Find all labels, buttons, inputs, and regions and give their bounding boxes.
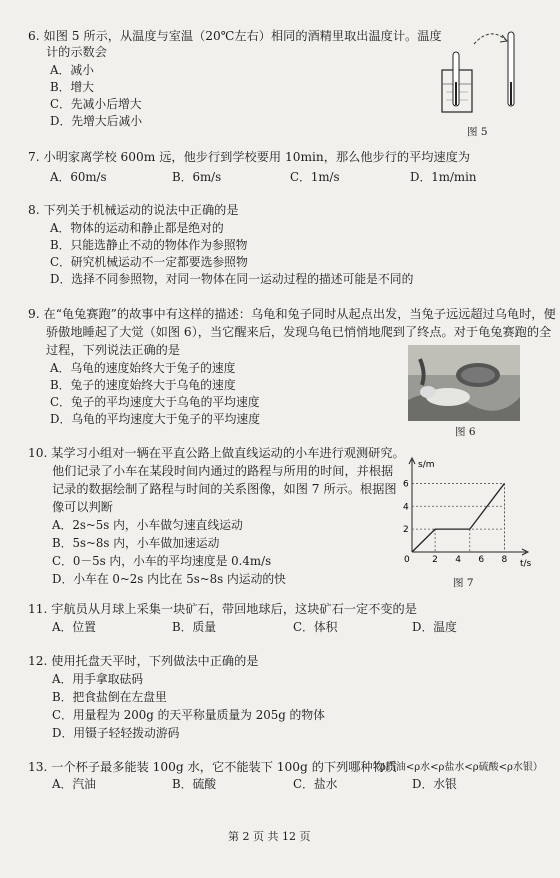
figure-5-caption: 图 5 (467, 126, 488, 138)
q7-option-d: D．1m/min (410, 170, 477, 184)
x-axis-label: t/s (520, 559, 532, 569)
y-tick-label: 2 (403, 525, 409, 536)
q13-option-a: A．汽油 (52, 777, 96, 791)
q13-density-note: （ρ汽油<ρ水<ρ盐水<ρ硫酸<ρ水银） (370, 762, 543, 773)
q13-option-b: B．硫酸 (172, 777, 217, 791)
q10-stem-line4: 像可以判断 (52, 500, 113, 514)
q10-stem-line2: 他们记录了小车在某段时间内通过的路程与所用的时间，并根据 (52, 464, 394, 478)
figure-6-caption: 图 6 (455, 426, 476, 438)
q11-option-c: C．体积 (293, 620, 338, 634)
q6-option-c: C．先减小后增大 (50, 97, 142, 111)
origin-label: 0 (404, 555, 410, 565)
q12-option-d: D．用镊子轻轻拨动游码 (52, 726, 180, 740)
q10-stem-line1: 10. 某学习小组对一辆在平直公路上做直线运动的小车进行观测研究。 (28, 446, 405, 460)
figure-7-caption: 图 7 (453, 577, 474, 589)
q12-option-a: A．用手拿取砝码 (52, 672, 144, 686)
q13-stem: 13. 一个杯子最多能装 100g 水，它不能装下 100g 的下列哪种物质 (28, 760, 398, 774)
x-tick-label: 4 (455, 555, 461, 565)
q9-option-a: A．乌龟的速度始终大于兔子的速度 (50, 361, 236, 375)
q10-option-c: C．0－5s 内，小车的平均速度是 0.4m/s (52, 554, 272, 568)
q12-option-b: B．把食盐倒在左盘里 (52, 690, 167, 704)
q9-option-d: D．乌龟的平均速度大于兔子的平均速度 (50, 412, 261, 426)
q9-stem-line1: 9. 在“龟兔赛跑”的故事中有这样的描述：乌龟和兔子同时从起点出发，当兔子远远超过乌龟时，便 (28, 307, 556, 321)
q12-stem: 12. 使用托盘天平时，下列做法中正确的是 (28, 654, 259, 668)
q7-option-b: B．6m/s (172, 170, 222, 184)
q9-stem-line2: 骄傲地睡起了大觉（如图 6），当它醒来后，发现乌龟已悄悄地爬到了终点。对于龟兔赛跑的全 (46, 325, 552, 339)
q6-option-d: D．先增大后减小 (50, 114, 143, 128)
distance-time-line (412, 483, 504, 552)
y-axis-label: s/m (418, 460, 435, 470)
q13-option-c: C．盐水 (293, 777, 338, 791)
q6-stem-line1: 6. 如图 5 所示，从温度与室温（20℃左右）相同的酒精里取出温度计。温度 (28, 29, 442, 43)
q7-stem: 7. 小明家离学校 600m 远，他步行到学校要用 10min，那么他步行的平均速度为 (28, 150, 471, 164)
q8-option-d: D．选择不同参照物，对同一物体在同一运动过程的描述可能是不同的 (50, 272, 414, 286)
q10-stem-line3: 记录的数据绘制了路程与时间的关系图像，如图 7 所示。根据图 (52, 482, 397, 496)
q8-option-a: A．物体的运动和静止都是绝对的 (50, 221, 224, 235)
q11-option-d: D．温度 (412, 620, 457, 634)
x-tick-label: 2 (432, 555, 438, 565)
q13-option-d: D．水银 (412, 777, 457, 791)
figure-7-distance-time-chart (394, 454, 534, 572)
page-footer: 第 2 页 共 12 页 (228, 830, 311, 843)
x-tick-label: 8 (501, 555, 508, 565)
y-tick-label: 4 (403, 502, 409, 513)
q7-option-c: C．1m/s (290, 170, 340, 184)
q6-option-a: A．减小 (50, 63, 94, 77)
q9-stem-line3: 过程，下列说法正确的是 (46, 343, 181, 357)
q9-option-c: C．兔子的平均速度大于乌龟的平均速度 (50, 395, 260, 409)
q10-option-d: D．小车在 0~2s 内比在 5s~8s 内运动的快 (52, 572, 286, 586)
q10-option-a: A．2s~5s 内，小车做匀速直线运动 (52, 518, 243, 532)
q6-stem-line2: 计的示数会 (46, 45, 107, 59)
figure-5-thermometer-beaker (430, 22, 530, 122)
q11-option-b: B．质量 (172, 620, 217, 634)
q11-option-a: A．位置 (52, 620, 96, 634)
q12-option-c: C．用量程为 200g 的天平称量质量为 205g 的物体 (52, 708, 325, 722)
q9-option-b: B．兔子的速度始终大于乌龟的速度 (50, 378, 236, 392)
x-tick-label: 6 (478, 555, 485, 565)
q10-option-b: B．5s~8s 内，小车做加速运动 (52, 536, 220, 550)
y-tick-label: 6 (403, 479, 409, 490)
q8-option-b: B．只能选静止不动的物体作为参照物 (50, 238, 248, 252)
figure-6-tortoise-hare-photo (408, 345, 520, 421)
q8-option-c: C．研究机械运动不一定都要选参照物 (50, 255, 248, 269)
q7-option-a: A．60m/s (50, 170, 107, 184)
q6-option-b: B．增大 (50, 80, 95, 94)
q11-stem: 11. 宇航员从月球上采集一块矿石，带回地球后，这块矿石一定不变的是 (28, 602, 417, 616)
q8-stem: 8. 下列关于机械运动的说法中正确的是 (28, 203, 239, 217)
